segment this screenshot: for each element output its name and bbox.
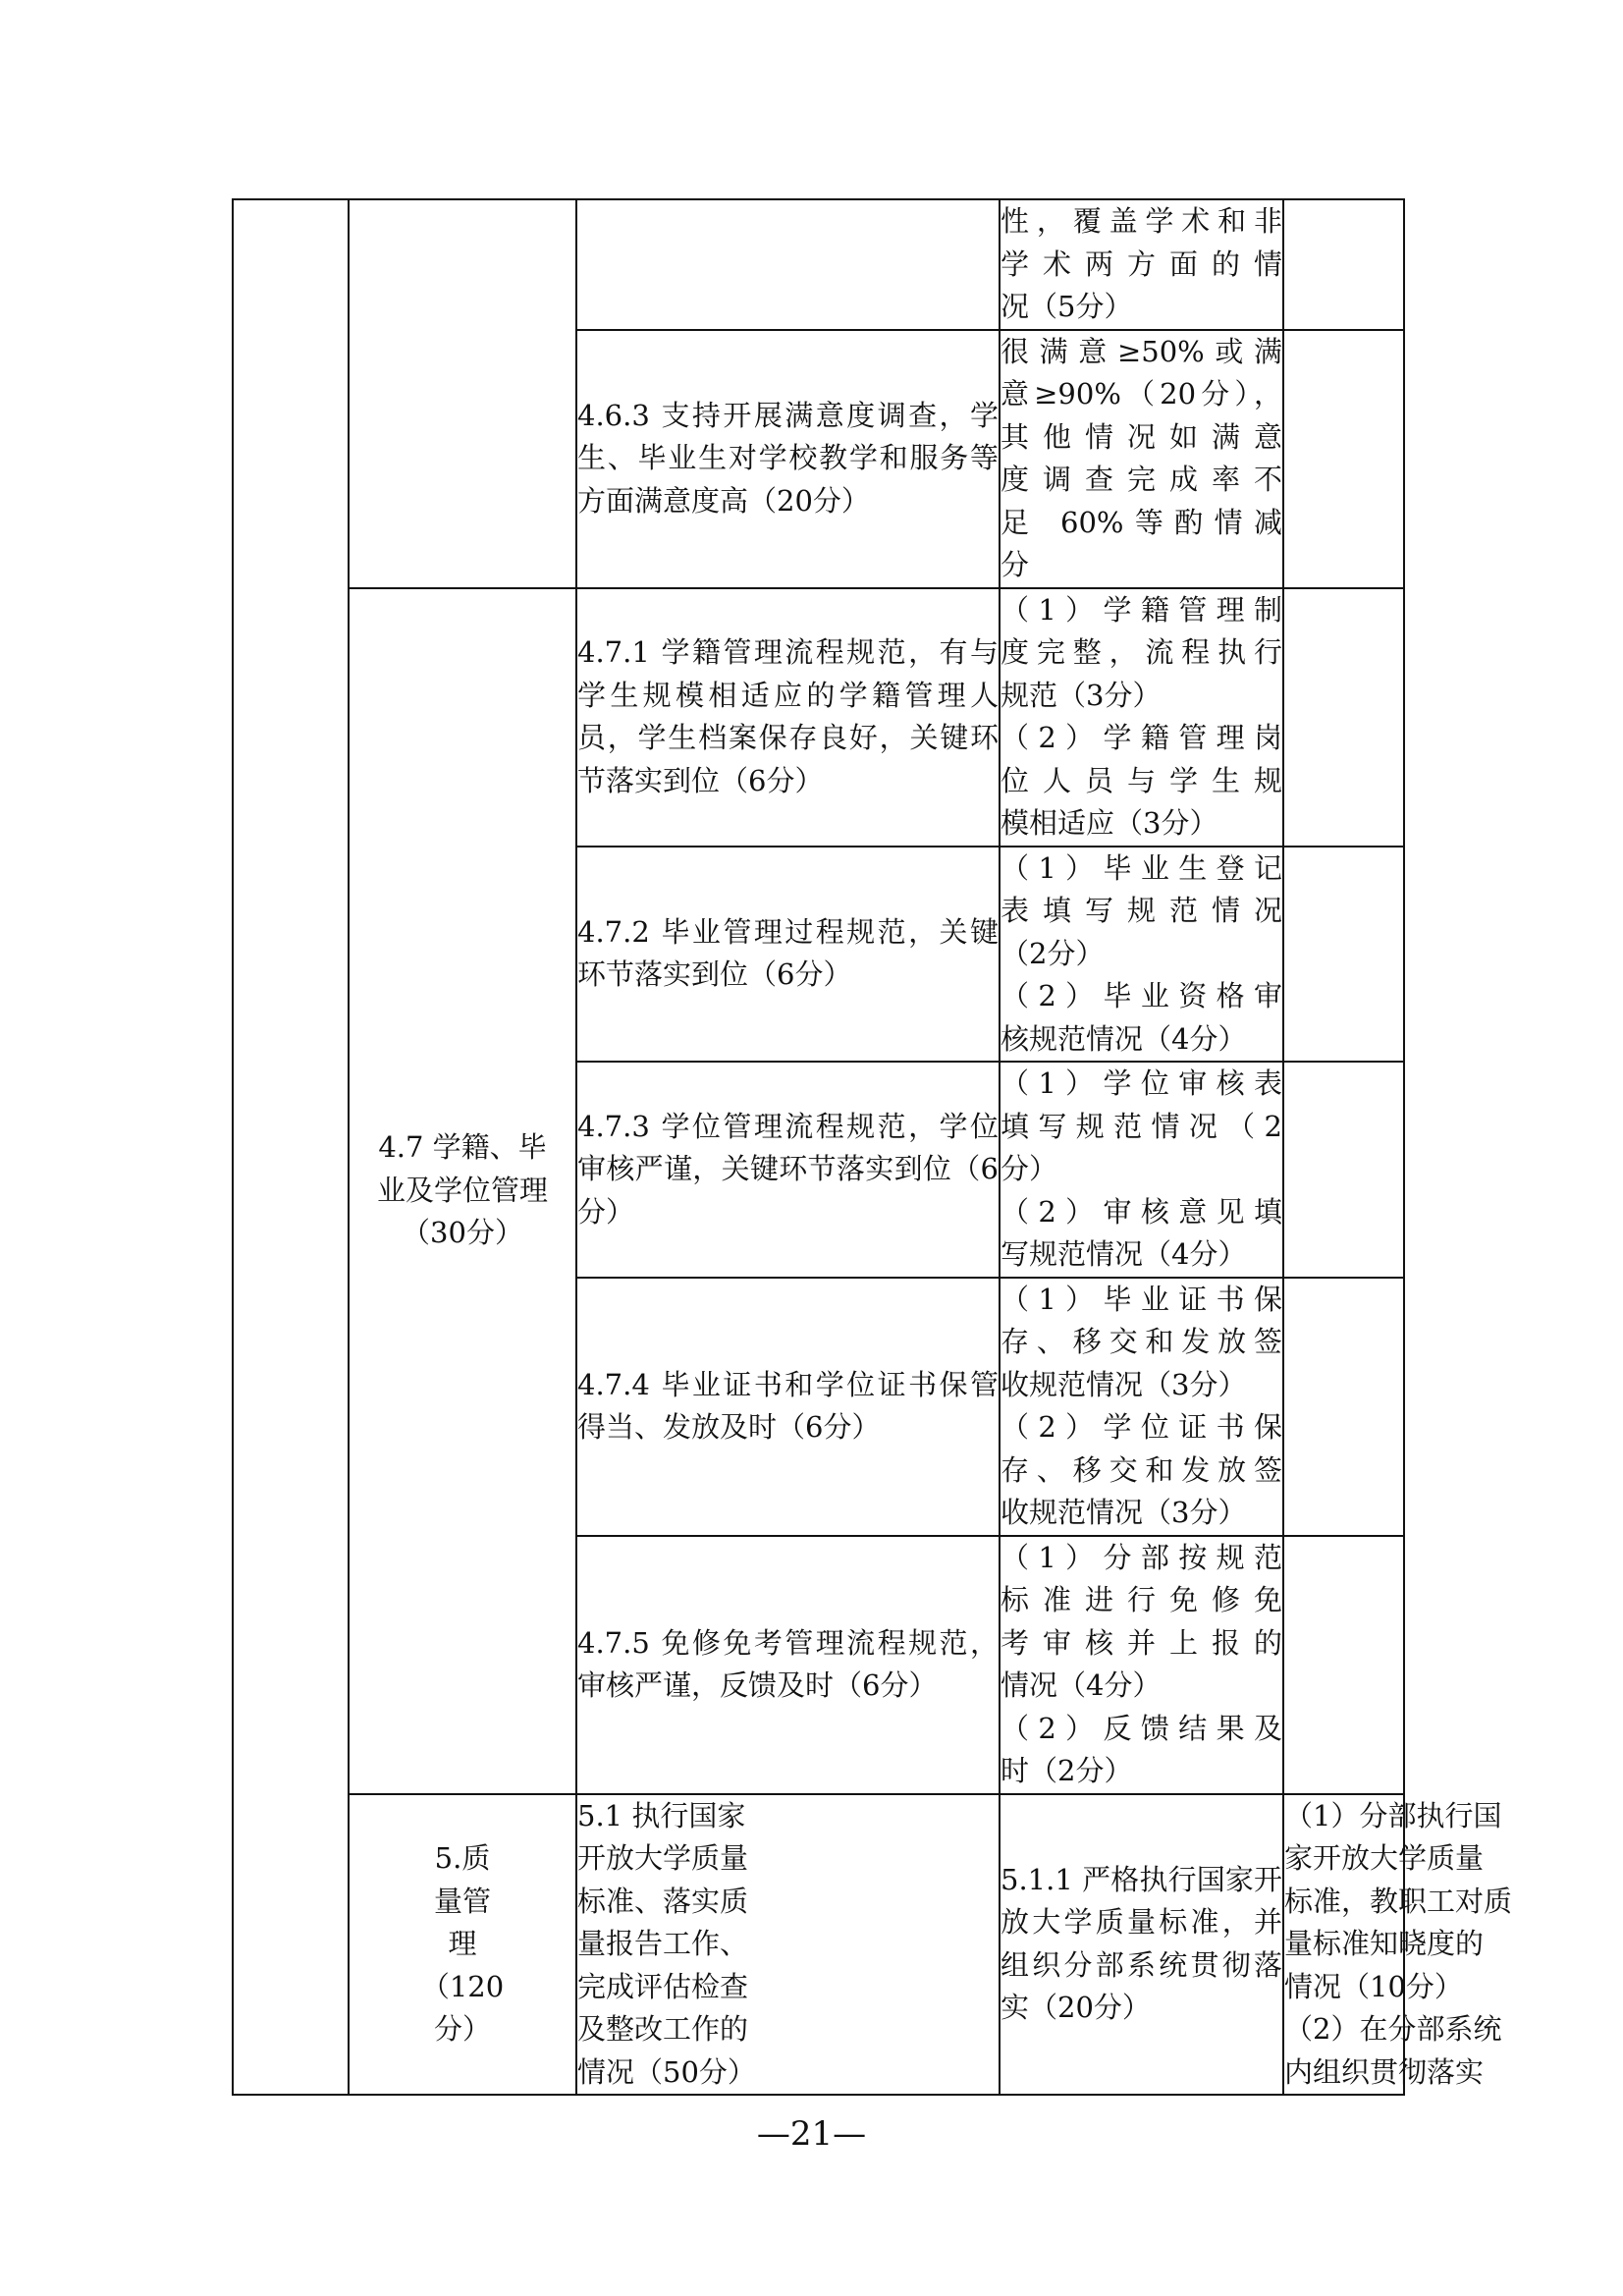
score-cell <box>1283 1278 1404 1536</box>
criteria-cell: 性，覆盖学术和非 学术两方面的情 况（5分） <box>1000 199 1283 330</box>
indicator-cell: 4.6.3 支持开展满意度调查，学生、毕业生对学校教学和服务等方面满意度高（20分） <box>576 330 1000 588</box>
evaluation-table <box>232 198 1513 2096</box>
subcategory-cell-5-1: 5.1 执行国家 开放大学质量 标准、落实质 量报告工作、 完成评估检查 及整改工作的 情况（50分） <box>576 1794 1000 2096</box>
criteria-cell: （1）学籍管理制 度完整，流程执行 规范（3分） （2）学籍管理岗 位人员与学生规 模相适应（3分） <box>1000 588 1283 847</box>
table-row <box>233 199 1404 330</box>
subcategory-cell-4-7: 4.7 学籍、毕 业及学位管理 （30分） <box>349 588 576 1794</box>
score-cell <box>1283 588 1404 847</box>
score-cell <box>1283 330 1404 588</box>
criteria-cell: （1）毕业证书保 存、移交和发放签 收规范情况（3分） （2）学位证书保 存、移交和发放签 收规范情况（3分） <box>1000 1278 1283 1536</box>
indicator-cell: 4.7.1 学籍管理流程规范，有与学生规模相适应的学籍管理人员，学生档案保存良好，关键环节落实到位（6分） <box>576 588 1000 847</box>
score-cell <box>1283 1062 1404 1278</box>
indicator-cell: 4.7.3 学位管理流程规范，学位审核严谨，关键环节落实到位（6分） <box>576 1062 1000 1278</box>
criteria-cell: 很满意≥50%或满 意≥90%（20分）， 其他情况如满意 度调查完成率不 足 60%等酌情减 分 <box>1000 330 1283 588</box>
indicator-cell: 5.1.1 严格执行国家开放大学质量标准，并组织分部系统贯彻落实（20分） <box>1000 1794 1283 2096</box>
indicator-cell: 4.7.2 毕业管理过程规范，关键环节落实到位（6分） <box>576 847 1000 1063</box>
score-cell <box>1283 847 1404 1063</box>
indicator-cell: 4.7.5 免修免考管理流程规范，审核严谨，反馈及时（6分） <box>576 1536 1000 1794</box>
criteria-cell: （1）学位审核表 填写规范情况（2 分） （2）审核意见填 写规范情况（4分） <box>1000 1062 1283 1278</box>
page-number: —21— <box>756 2114 867 2154</box>
indicator-cell <box>576 199 1000 330</box>
category-cell-5: 5.质 量管 理 （120 分） <box>349 1794 576 2096</box>
category-cell-4 <box>233 199 349 2095</box>
indicator-cell: 4.7.4 毕业证书和学位证书保管得当、发放及时（6分） <box>576 1278 1000 1536</box>
table-row <box>233 588 1404 847</box>
score-cell <box>1283 1536 1404 1794</box>
subcategory-cell-4-6 <box>349 199 576 588</box>
table-row <box>233 1794 1404 2096</box>
score-cell <box>1283 199 1404 330</box>
criteria-cell: （1）分部执行国 家开放大学质量 标准，教职工对质 量标准知晓度的 情况（10分） （2）在分部系统 内组织贯彻落实 <box>1283 1794 1404 2096</box>
criteria-cell: （1）毕业生登记 表填写规范情况 （2分） （2）毕业资格审 核规范情况（4分） <box>1000 847 1283 1063</box>
criteria-cell: （1）分部按规范 标准进行免修免 考审核并上报的 情况（4分） （2）反馈结果及 时（2分） <box>1000 1536 1283 1794</box>
